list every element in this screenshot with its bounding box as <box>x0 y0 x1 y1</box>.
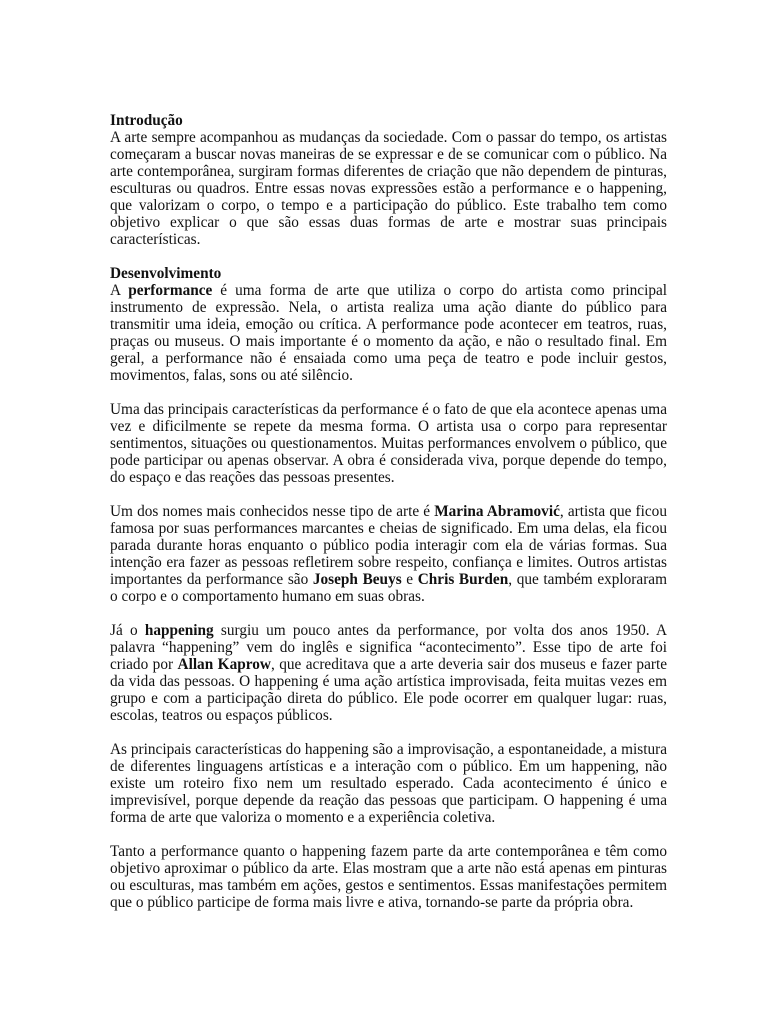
text-run: , que acreditava que a arte deveria sair dos museus e fazer parte da vida das pessoas. O happening é uma ação artística improvisada, feita muitas vezes em grupo e com a participação direta do público. Ele pode ocorrer em qualquer lugar: ruas, escolas, teatros ou espaços públicos. <box>110 656 668 724</box>
text-run: , que também exploraram o corpo e o comportamento humano em suas obras. <box>110 571 667 605</box>
text-run: Já o <box>110 622 145 639</box>
bold-term: happening <box>144 622 214 639</box>
section <box>110 112 667 248</box>
section-heading: Desenvolvimento <box>110 265 222 282</box>
text-run: , artista que ficou famosa por suas performances marcantes e cheias de significado. Em uma delas, ela ficou parada durante horas enquanto o público podia interagir com ela de várias formas. Sua intenção era fazer as pessoas refletirem sobre respeito, confiança e limites. Outros artistas importantes da performance são <box>110 503 667 588</box>
paragraph <box>110 843 667 911</box>
paragraph <box>110 503 667 605</box>
text-run: e <box>401 571 418 588</box>
text-run: surgiu um pouco antes da performance, por volta dos anos 1950. A palavra “happening” vem do inglês e significa “acontecimento”. Esse tipo de arte foi criado por <box>110 622 668 673</box>
document-page <box>110 112 667 928</box>
text-run: A arte sempre acompanhou as mudanças da sociedade. Com o passar do tempo, os artistas começaram a buscar novas maneiras de se expressar e de se comunicar com o público. Na arte contemporânea, surgiram formas diferentes de criação que não dependem de pinturas, esculturas ou quadros. Entre essas novas expressões estão a performance e o happening, que valorizam o corpo, o tempo e a participação do público. Este trabalho tem como objetivo explicar o que são essas duas formas de arte e mostrar suas principais características. <box>110 129 667 248</box>
paragraph <box>110 129 667 248</box>
text-run: A <box>110 282 129 299</box>
bold-term: Chris Burden <box>417 571 509 588</box>
text-run: Tanto a performance quanto o happening fazem parte da arte contemporânea e têm como objetivo aproximar o público da arte. Elas mostram que a arte não está apenas em pinturas ou esculturas, mas também em ações, gestos e sentimentos. Essas manifestações permitem que o público participe de forma mais livre e ativa, tornando-se parte da própria obra. <box>110 843 667 911</box>
text-run: Uma das principais características da performance é o fato de que ela acontece apenas uma vez e dificilmente se repete da mesma forma. O artista usa o corpo para representar sentimentos, situações ou questionamentos. Muitas performances envolvem o público, que pode participar ou apenas observar. A obra é considerada viva, porque depende do tempo, do espaço e das reações das pessoas presentes. <box>110 401 667 486</box>
text-run: As principais características do happening são a improvisação, a espontaneidade, a mistura de diferentes linguagens artísticas e a interação com o público. Em um happening, não existe um roteiro fixo nem um resultado esperado. Cada acontecimento é único e imprevisível, porque depende da reação das pessoas que participam. O happening é uma forma de arte que valoriza o momento e a experiência coletiva. <box>110 741 667 826</box>
text-run: é uma forma de arte que utiliza o corpo do artista como principal instrumento de expressão. Nela, o artista realiza uma ação diante do público para transmitir uma ideia, emoção ou crítica. A performance pode acontecer em teatros, ruas, praças ou museus. O mais importante é o momento da ação, e não o resultado final. Em geral, a performance não é ensaiada como uma peça de teatro e pode incluir gestos, movimentos, falas, sons ou até silêncio. <box>110 282 668 384</box>
paragraph <box>110 401 667 486</box>
paragraph <box>110 282 667 384</box>
bold-term: Joseph Beuys <box>312 571 402 588</box>
section-heading: Introdução <box>110 112 183 129</box>
paragraph <box>110 741 667 826</box>
paragraph <box>110 622 667 724</box>
text-run: Um dos nomes mais conhecidos nesse tipo de arte é <box>110 503 435 520</box>
section <box>110 265 667 911</box>
bold-term: Allan Kaprow <box>177 656 271 673</box>
bold-term: Marina Abramović <box>434 503 560 520</box>
bold-term: performance <box>128 282 213 299</box>
